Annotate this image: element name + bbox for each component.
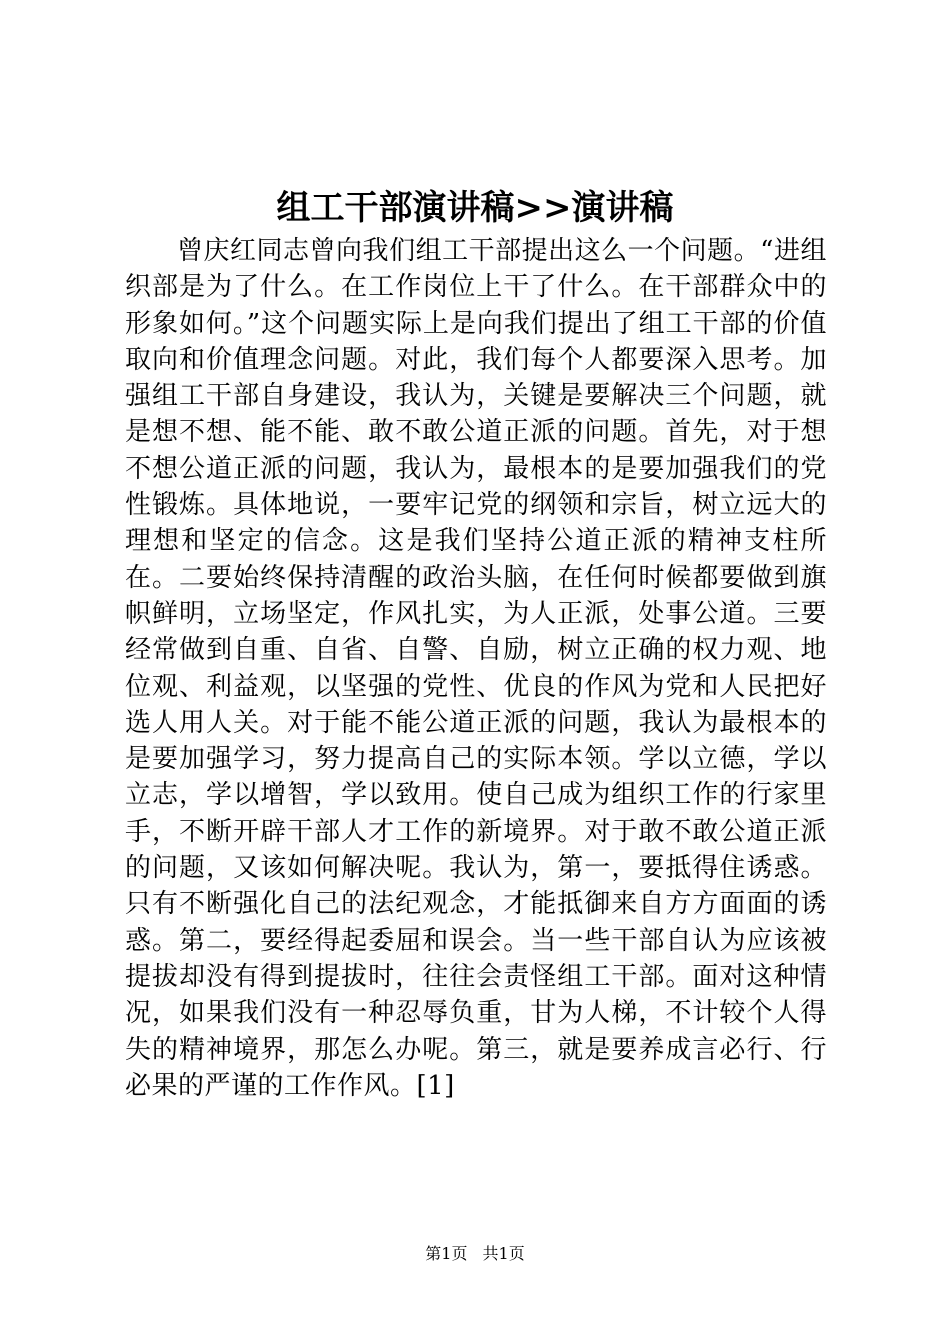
document-title: 组工干部演讲稿>>演讲稿 bbox=[276, 188, 674, 228]
page-number-total: 共1页 bbox=[482, 1244, 525, 1263]
document-body-paragraph: 曾庆红同志曾向我们组工干部提出这么一个问题。“进组织部是为了什么。在工作岗位上干了什么。在干部群众中的形象如何。”这个问题实际上是向我们提出了组工干部的价值取向和价值理念问题。对此，我们每个人都要深入思考。加强组工干部自身建设，我认为，关键是要解决三个问题，就是想不想、能不能、敢不敢公道正派的问题。首先，对于想不想公道正派的问题，我认为，最根本的是要加强我们的党性锻炼。具体地说，一要牢记党的纲领和宗旨，树立远大的理想和坚定的信念。这是我们坚持公道正派的精神支柱所在。二要始终保持清醒的政治头脑，在任何时候都要做到旗帜鲜明，立场坚定，作风扎实，为人正派，处事公道。三要经常做到自重、自省、自警、自励，树立正确的权力观、地位观、利益观，以坚强的党性、优良的作风为党和人民把好选人用人关。对于能不能公道正派的问题，我认为最根本的是要加强学习，努力提高自己的实际本领。学以立德，学以立志，学以增智，学以致用。使自己成为组织工作的行家里手，不断开辟干部人才工作的新境界。对于敢不敢公道正派的问题，又该如何解决呢。我认为，第一，要抵得住诱惑。只有不断强化自己的法纪观念，才能抵御来自方方面面的诱惑。第二，要经得起委屈和误会。当一些干部自认为应该被提拔却没有得到提拔时，往往会责怪组工干部。面对这种情况，如果我们没有一种忍辱负重，甘为人梯，不计较个人得失的精神境界，那怎么办呢。第三，就是要养成言必行、行必果的严谨的工作作风。[1] bbox=[125, 236, 827, 1101]
page-footer bbox=[0, 1242, 950, 1266]
page-number-current: 第1页 bbox=[425, 1244, 468, 1263]
